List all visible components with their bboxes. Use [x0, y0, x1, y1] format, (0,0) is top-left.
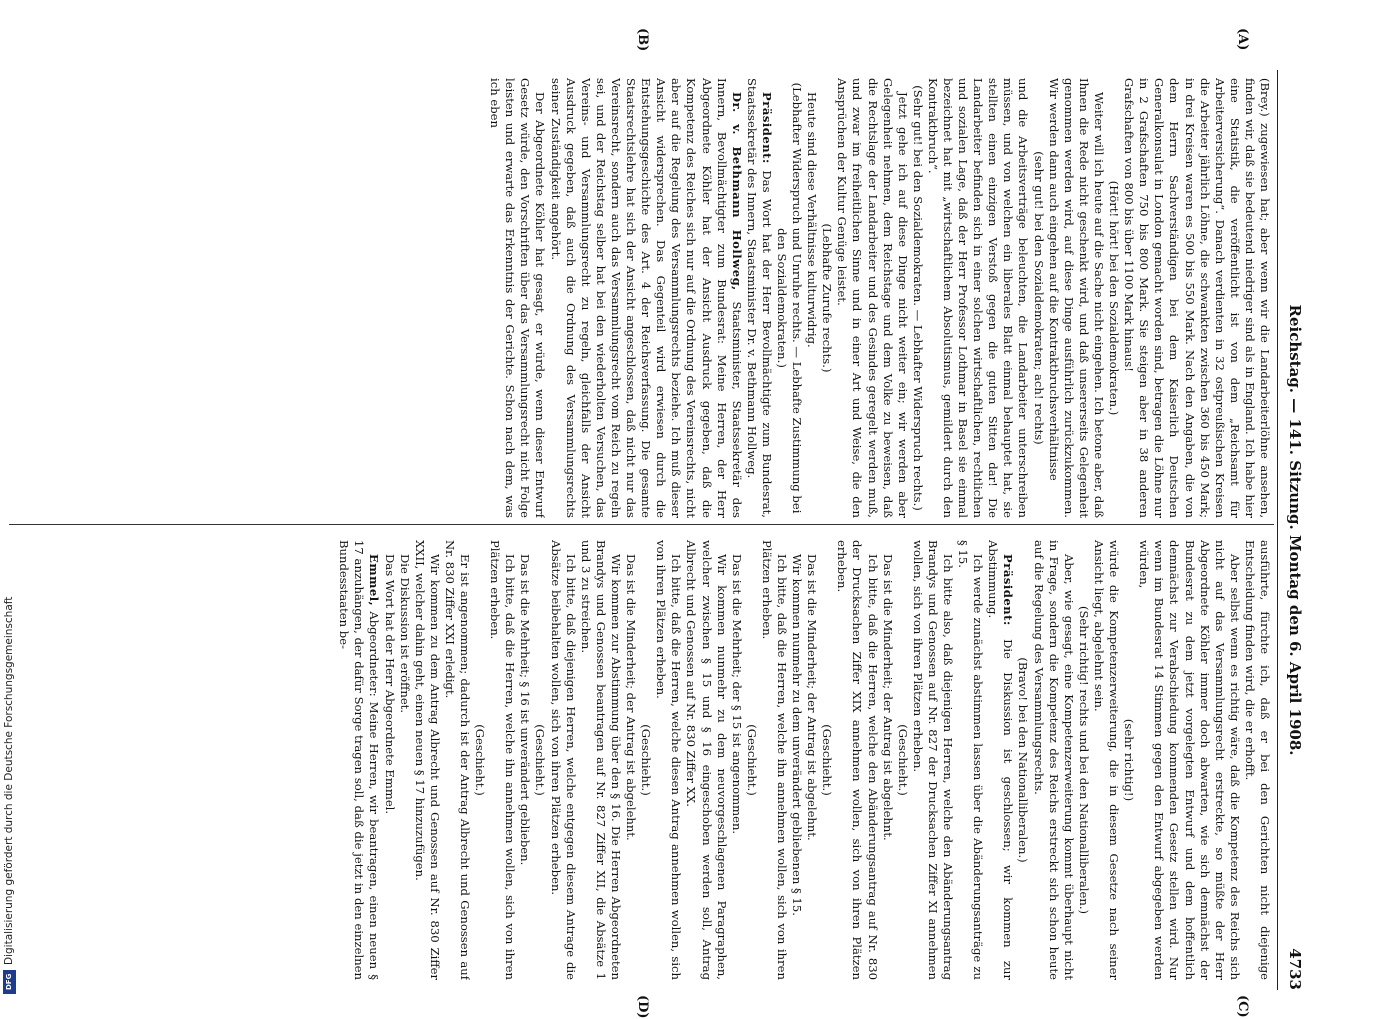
paragraph: Ich bitte, daß die Herren, welche ihn annehmen wollen, sich von ihren Plätzen erheben. [759, 540, 789, 980]
interjection: (Geschieht.) [473, 724, 488, 796]
interjection: (Lebhafte Zurufe rechts.) [820, 223, 835, 373]
paragraph: Das ist die Mehrheit; der § 15 ist angenommen. [729, 554, 744, 835]
interjection: (sehr richtig!) [1122, 718, 1137, 802]
speech-text: Staatsminister, Staatssekretär des Innern, Bevollmächtigter zum Bundesrat: Meine Herren, der Herr Abgeordnete Köhler hat der Ansicht Ausdruck gegeben, daß die Kompetenz des Reiches sich nur auf die Ordnung des Vereinsrechts, nicht aber auf die Regelung des Versammlungsrechts beziehe. Ich muß dieser Ansicht widersprechen. Das Gegenteil wird erwiesen durch die Entstehungsgeschichte des Art. 4 der Reichsverfassung. Die gesamte Staatsrechtslehre hat sich der Ansicht angeschlossen, daß nicht nur das Vereinsrecht, sondern auch das Versammlungsrecht vom Reich zu regeln sei, und der Reichstag selber hat bei den wiederholten Versuchen, das Vereins- und Versammlungsrecht zu regeln, gleichfalls der Ansicht Ausdruck gegeben, daß auch die Ordnung des Versammlungsrechts seiner Zuständigkeit angehört. [548, 78, 744, 518]
paragraph: Aber, wie gesagt, eine Kompetenzerweiterung kommt überhaupt nicht in Frage, sondern die Kompetenz des Reichs erstreckt sich schon heute auf die Regelung des Versammlungsrechts. [1031, 540, 1076, 980]
interjection: (Sehr richtig! rechts und bei den Nationalliberalen.) [1076, 605, 1091, 915]
paragraph: (Brey.) zugewiesen hat; aber wenn wir die Landarbeiterlöhne ansehen, finden wir, daß sie bedeutend niedriger sind als in England. Ich habe hier eine Statistik, die veröffentlicht ist von dem „Reichsamt für Arbeiterversicherung“. Danach verdienten in 32 ostpreußischen Kreisen die Arbeiter jährlich Löhne, die schwankten zwischen 360 bis 450 Mark; in drei Kreisen waren es 500 bis 550 Mark. Nach den Angaben, die von dem Herrn Sachverständigen bei dem Kaiserlich Deutschen Generalkonsulat in London gemacht worden sind, betragen die Löhne nur in 2 Grafschaften 750 bis 800 Mark. Sie steigen aber in 38 anderen Grafschaften von 800 bis über 1100 Mark hinaus! [1122, 78, 1272, 518]
paragraph [985, 540, 1015, 980]
interjection: (Sehr gut! bei den Sozialdemokraten. — Lebhafter Widerspruch rechts.) [910, 85, 925, 511]
paragraph: Wir kommen nunmehr zu dem unverändert gebliebenen § 15. [790, 554, 805, 916]
margin-marker-d: (D) [635, 995, 650, 1019]
paragraph [548, 78, 744, 518]
paragraph: Heute sind diese Verhältnisse kulturwidrig. [805, 92, 820, 348]
paragraph: Aber selbst wenn es richtig wäre, daß die Kompetenz des Reichs sich nicht auf das Versammlungsrecht erstreckte, so müßte der Herr Abgeordnete Köhler immer doch abwarten, wie sich demnächst der Bundesrat zu dem jetzt vorgelegten Entwurf und dem hoffentlich demnächst zur Verabschiedung kommenden Gesetz stellen wird. Nur wenn im Bundesrat 14 Stimmen gegen den Entwurf abgegeben werden würden, [1137, 540, 1242, 980]
speech-text: Abgeordneter: Meine Herren, wir beantragen, einen neuen § 17 anzuhängen, der dafür Sorge tragen soll, daß die jetzt in den einzelnen Bundesstaaten be- [337, 540, 382, 980]
paragraph: Ich bitte, daß die Herren, welche den Abänderungsantrag auf Nr. 830 der Drucksachen Ziffer XIX annehmen wollen, sich von ihren Plätzen erheben. [835, 540, 880, 980]
paragraph: Wir kommen nunmehr zu dem neuvorgeschlagenen Paragraphen, welcher zwischen § 15 und § 16 eingeschoben werden soll, Antrag Albrecht und Genossen auf Nr. 830 Ziffer XX. [684, 540, 729, 980]
speech-text: Die Diskussion ist geschlossen; wir kommen zur Abstimmung. [986, 540, 1016, 980]
paragraph: Ich bitte also, daß diejenigen Herren, welche den Abänderungsantrag Brandys und Genossen auf Nr. 827 der Drucksachen Ziffer XI annehmen wollen, sich von ihren Plätzen erheben. [910, 540, 956, 980]
paragraph: ausführte, fürchte ich, daß er bei den Gerichten nicht diejenige Entscheidung finden wird, die er erhofft. [1242, 540, 1272, 980]
paragraph: Ich bitte, daß diejenigen Herren, welche entgegen diesem Antrage die Absätze beibehalten wollen, sich von ihren Plätzen erheben. [548, 540, 578, 980]
interjection: (Geschieht.) [820, 724, 835, 796]
paragraph: Das ist die Minderheit; der Antrag ist abgelehnt. [880, 554, 895, 841]
paragraph: Die Diskussion ist eröffnet. [397, 554, 412, 714]
interjection: (Bravo! bei den Nationalliberalen.) [1016, 657, 1031, 863]
margin-marker-b: (B) [635, 28, 650, 52]
interjection: (Geschieht.) [533, 724, 548, 796]
paragraph: Das Wort hat der Herr Abgeordnete Emmel. [382, 554, 397, 815]
running-title: Reichstag. — 141. Sitzung. Montag den 6. April 1908. [1286, 304, 1304, 756]
left-column [10, 78, 1272, 518]
speaker-name: Präsident: [759, 92, 774, 164]
paragraph: Wir kommen zu dem Antrag Albrecht und Genossen auf Nr. 830 Ziffer XXII, welcher dahin geht, einen neuen § 17 hinzuzufügen. [412, 540, 442, 980]
margin-marker-c: (C) [1235, 995, 1250, 1018]
dfg-logo: DFG [3, 970, 16, 994]
speaker-name: Dr. v. Bethmann Hollweg, [729, 92, 744, 291]
margin-marker-a: (A) [1235, 28, 1250, 51]
credit-text: Digitalisierung gefördert durch die Deutsche Forschungsgemeinschaft [3, 596, 15, 965]
paragraph: Jetzt gehe ich auf diese Dinge nicht weiter ein; wir werden aber Gelegenheit nehmen, dem Reichstage und dem Volke zu beweisen, daß die Rechtslage der Landarbeiter und des Gesindes geregelt werden muß, und zwar im freiheitlichen Sinne und in einer Art und Weise, die den Ansprüchen der Kultur Genüge leistet. [835, 78, 910, 518]
interjection: (Geschieht.) [639, 724, 654, 796]
column-divider [9, 524, 1274, 525]
paragraph: Ich bitte, daß die Herren, welche diesen Antrag annehmen wollen, sich von ihren Plätzen erheben. [654, 540, 684, 980]
interjection: (sehr gut! bei den Sozialdemokraten; ach! rechts) [1031, 151, 1046, 445]
paragraph [336, 540, 381, 980]
paragraph: Wir kommen zur Abstimmung über den § 16. Die Herren Abgeordneten Brandys und Genossen beantragen auf Nr. 827 Ziffer XII, die Absätze 1 und 3 zu streichen. [578, 540, 623, 980]
paragraph: Das ist die Mehrheit; § 16 ist unverändert geblieben. [518, 554, 533, 866]
paragraph: Weiter will ich heute auf die Sache nicht eingehen. Ich betone aber, daß Ihnen die Rede nicht geschenkt wird, und daß unsererseits Gelegenheit genommen werden wird, auf diese Dinge ausführlich zurückzukommen. Wir werden dann auch eingehen auf die Kontraktbruchsverhältnisse [1046, 78, 1106, 518]
paragraph: Das ist die Minderheit; der Antrag ist abgelehnt. [624, 554, 639, 841]
paragraph: und die Arbeitsverträge beleuchten, die Landarbeiter unterschreiben müssen, und von welchen ein liberales Blatt einmal behauptet hat, sie stellten einen einzigen Verstoß gegen die guten Sitten dar! Die Landarbeiter befinden sich in einer solchen wirtschaftlichen, rechtlichen und sozialen Lage, daß der Herr Professor Lothmar in Basel sie einmal bezeichnet hat mit „wirtschaftlichem Absolutismus, gemildert durch den Kontraktbruch“. [925, 78, 1031, 518]
paragraph: Das ist die Minderheit; der Antrag ist abgelehnt. [805, 554, 820, 841]
speaker-name: Präsident: [1001, 554, 1016, 626]
page-header [1278, 70, 1304, 990]
right-column [10, 540, 1272, 980]
header-rule [1277, 70, 1278, 990]
paragraph: Ich bitte, daß die Herren, welche ihn annehmen wollen, sich von ihren Plätzen erheben. [488, 540, 518, 980]
paragraph: Er ist angenommen; dadurch ist der Antrag Albrecht und Genossen auf Nr. 830 Ziffer XXI erledigt. [442, 540, 473, 980]
interjection: (Hört! hört! bei den Sozialdemokraten.) [1107, 180, 1122, 416]
paragraph: Ich werde zunächst abstimmen lassen über die Abänderungsanträge zu § 15. [956, 540, 986, 980]
speech-text: Das Wort hat der Herr Bevollmächtigte zum Bundesrat, Staatssekretär des Innern, Staatsminister Dr. v. Bethmann Hollweg. [744, 78, 774, 518]
page-number: 4733 [1286, 948, 1304, 990]
interjection: (Geschieht.) [744, 724, 759, 796]
speaker-name: Emmel, [367, 554, 382, 607]
interjection: (Lebhafter Widerspruch und Unruhe rechts. — Lebhafte Zustimmung bei den Sozialdemokraten.) [775, 82, 805, 514]
paragraph [744, 78, 774, 518]
interjection: (Geschieht.) [895, 724, 910, 796]
paragraph: Der Abgeordnete Köhler hat gesagt, er würde, wenn dieser Entwurf Gesetz würde, den Vorschriften über das Versammlungsrecht nicht Folge leisten und erwarte das Erkenntnis der Gerichte. Schon nach dem, was ich eben [488, 78, 548, 518]
paragraph: würde die Kompetenzerweiterung, die in diesem Gesetze nach seiner Ansicht liegt, abgelehnt sein. [1091, 540, 1122, 980]
